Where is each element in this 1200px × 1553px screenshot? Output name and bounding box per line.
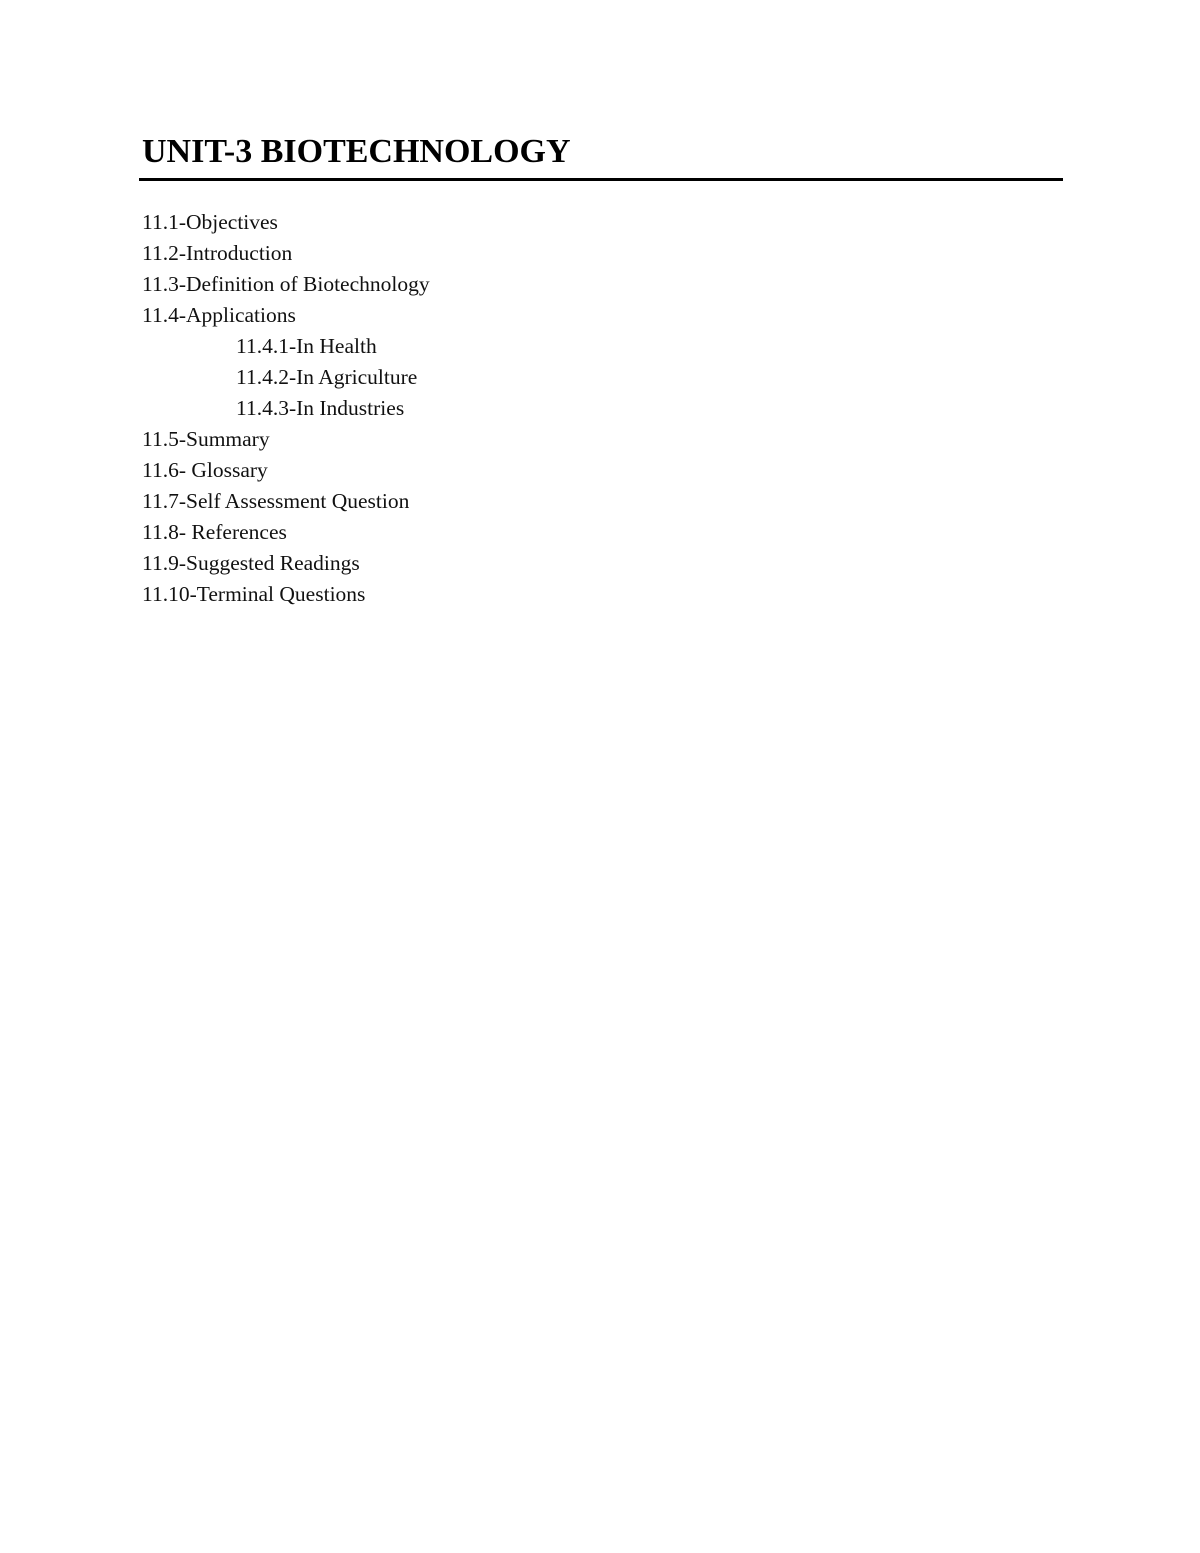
toc-item-terminal-questions: 11.10-Terminal Questions — [142, 582, 366, 606]
toc-item-glossary: 11.6- Glossary — [142, 458, 268, 482]
toc-item-self-assessment: 11.7-Self Assessment Question — [142, 489, 410, 513]
toc-item-references: 11.8- References — [142, 520, 287, 544]
title-underline — [139, 178, 1063, 181]
page-title: UNIT-3 BIOTECHNOLOGY — [142, 133, 571, 170]
toc-item-applications: 11.4-Applications — [142, 303, 296, 327]
toc-item-definition: 11.3-Definition of Biotechnology — [142, 272, 430, 296]
toc-subitem-agriculture: 11.4.2-In Agriculture — [236, 365, 418, 389]
toc-item-suggested-readings: 11.9-Suggested Readings — [142, 551, 360, 575]
toc-subitem-health: 11.4.1-In Health — [236, 334, 377, 358]
toc-item-introduction: 11.2-Introduction — [142, 241, 293, 265]
toc-subitem-industries: 11.4.3-In Industries — [236, 396, 405, 420]
toc-item-summary: 11.5-Summary — [142, 427, 270, 451]
toc-item-objectives: 11.1-Objectives — [142, 210, 278, 234]
table-of-contents — [142, 207, 430, 610]
